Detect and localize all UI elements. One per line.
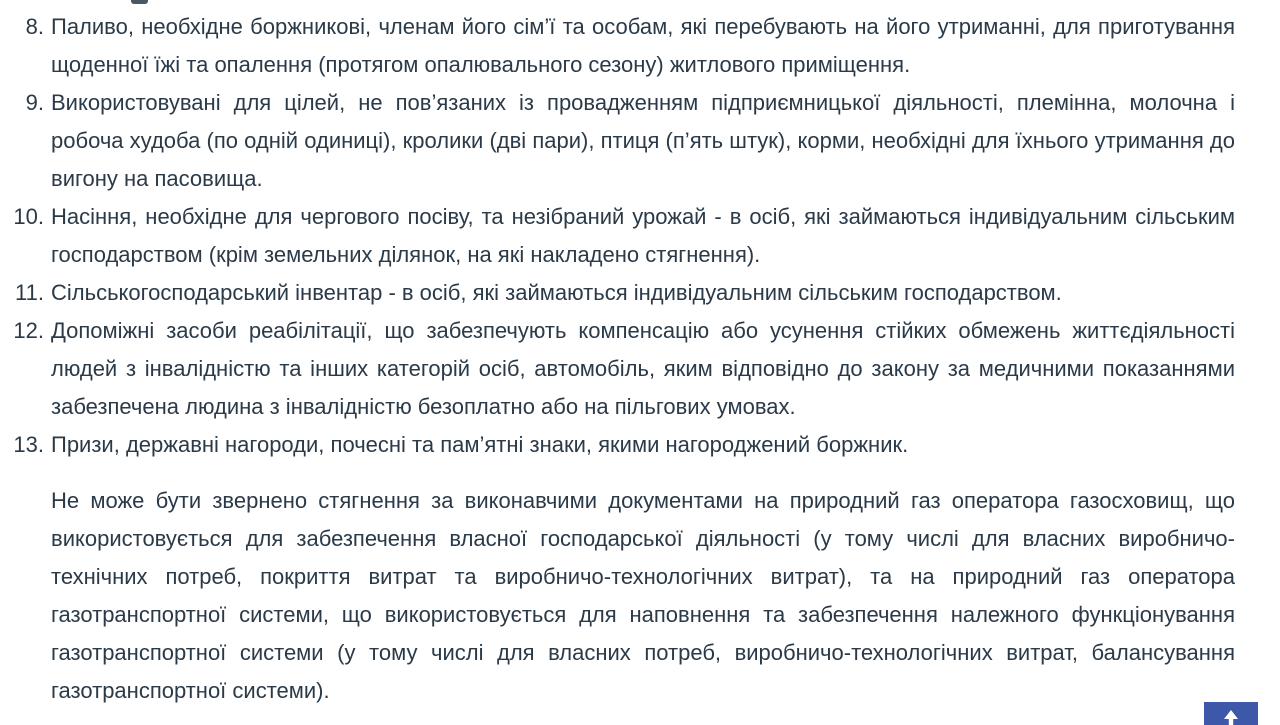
clipped-text-fragment xyxy=(131,0,148,4)
list-item xyxy=(0,8,1235,84)
list-item-text: Сільськогосподарський інвентар - в осіб, які займаються індивідуальним сільським господарством. xyxy=(51,280,1062,305)
legal-text-block xyxy=(0,8,1235,710)
list-item-text: Призи, державні нагороди, почесні та пам’ятні знаки, якими нагороджений боржник. xyxy=(51,432,909,457)
list-item-text: Використовувані для цілей, не пов’язаних із провадженням підприємницької діяльності, племінна, молочна і робоча худоба (по одній одиниці), кролики (дві пари), птиця (п’ять штук), корми, необхідні для їхнього утримання до вигону на пасовища. xyxy=(51,90,1235,191)
scroll-to-top-button[interactable] xyxy=(1204,702,1258,725)
list-item-text: Насіння, необхідне для чергового посіву, та незібраний урожай - в осіб, які займаються індивідуальним сільським господарством (крім земельних ділянок, на які накладено стягнення). xyxy=(51,204,1235,267)
list-item-number: 12. xyxy=(13,318,44,343)
list-item-number: 10. xyxy=(13,204,44,229)
list-item-number: 9. xyxy=(25,90,44,115)
list-item xyxy=(0,84,1235,198)
list-item-text: Паливо, необхідне боржникові, членам його сім’ї та особам, які перебувають на його утриманні, для приготування щоденної їжі та опалення (протягом опалювального сезону) житлового приміщення. xyxy=(51,14,1235,77)
closing-paragraph: Не може бути звернено стягнення за виконавчими документами на природний газ оператора газосховищ, що використовується для забезпечення власної господарської діяльності (у тому числі для власних виробничо-технічних потреб, покриття витрат та виробничо-технологічних витрат), та на природний газ оператора газотранспортної системи, що використовується для наповнення та забезпечення належного функціонування газотранспортної системи (у тому числі для власних потреб, виробничо-технологічних витрат, балансування газотранспортної системи). xyxy=(51,488,1235,703)
list-item-number: 8. xyxy=(25,14,44,39)
list-item xyxy=(0,274,1235,312)
arrow-up-icon xyxy=(1223,710,1239,725)
list-item-number: 13. xyxy=(13,432,44,457)
list-item xyxy=(0,312,1235,426)
list-item-text: Допоміжні засоби реабілітації, що забезпечують компенсацію або усунення стійких обмежень життєдіяльності людей з інвалідністю та інших категорій осіб, автомобіль, яким відповідно до закону за медичними показаннями забезпечена людина з інвалідністю безоплатно або на пільгових умовах. xyxy=(51,318,1235,419)
list-item xyxy=(0,198,1235,274)
list-item-number: 11. xyxy=(15,280,44,305)
list-item xyxy=(0,426,1235,464)
